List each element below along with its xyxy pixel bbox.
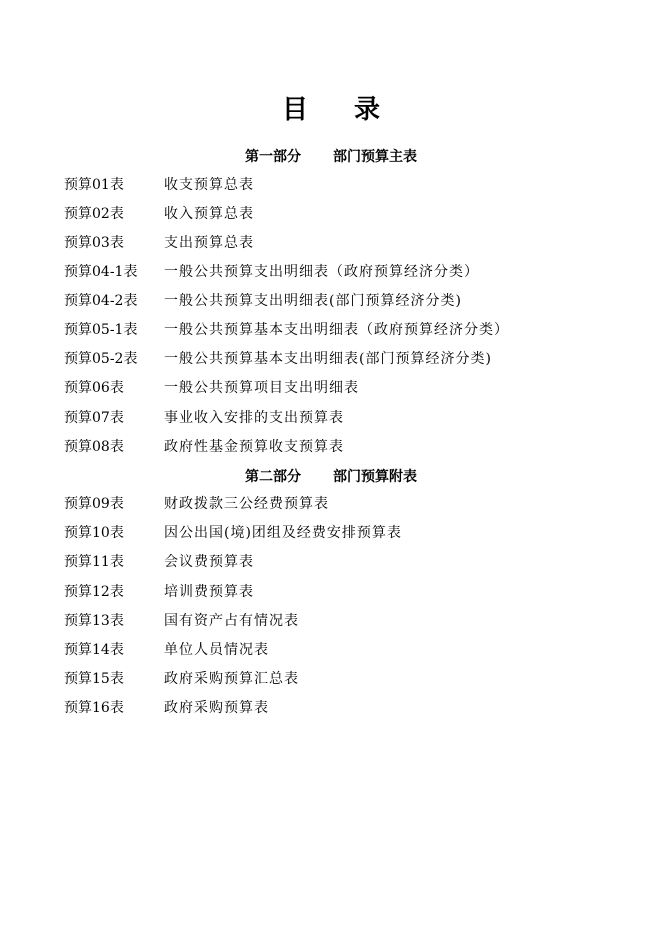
- toc-code: 预算04-1表: [64, 264, 138, 280]
- toc-name: 一般公共预算支出明细表(部门预算经济分类): [164, 293, 462, 309]
- toc-code: 预算16表: [64, 700, 124, 716]
- section-heading-part1: [0, 147, 662, 167]
- toc-code: 预算05-1表: [64, 322, 138, 338]
- toc-name: 因公出国(境)团组及经费安排预算表: [164, 525, 402, 541]
- toc-name: 一般公共预算基本支出明细表(部门预算经济分类): [164, 351, 492, 367]
- toc-row: [64, 320, 644, 340]
- toc-name: 事业收入安排的支出预算表: [164, 410, 344, 426]
- toc-code: 预算10表: [64, 525, 124, 541]
- toc-name: 一般公共预算基本支出明细表（政府预算经济分类）: [164, 322, 509, 338]
- toc-code: 预算14表: [64, 642, 124, 658]
- toc-name: 政府采购预算表: [164, 700, 269, 716]
- toc-name: 财政拨款三公经费预算表: [164, 496, 329, 512]
- toc-name: 一般公共预算支出明细表（政府预算经济分类）: [164, 264, 479, 280]
- toc-row: [64, 552, 644, 572]
- toc-code: 预算03表: [64, 235, 124, 251]
- toc-row: [64, 523, 644, 543]
- toc-code: 预算15表: [64, 671, 124, 687]
- toc-code: 预算08表: [64, 439, 124, 455]
- section-label: 第二部分: [245, 469, 301, 485]
- toc-row: [64, 698, 644, 718]
- toc-row: [64, 349, 644, 369]
- title-right-char: 录: [354, 95, 381, 125]
- toc-code: 预算02表: [64, 206, 124, 222]
- toc-name: 国有资产占有情况表: [164, 613, 299, 629]
- toc-code: 预算06表: [64, 380, 124, 396]
- section-name: 部门预算附表: [333, 469, 417, 485]
- section-label: 第一部分: [245, 149, 301, 165]
- toc-row: [64, 494, 644, 514]
- toc-code: 预算12表: [64, 584, 124, 600]
- toc-row: [64, 640, 644, 660]
- toc-row: [64, 262, 644, 282]
- page-title: [0, 92, 662, 128]
- toc-name: 一般公共预算项目支出明细表: [164, 380, 359, 396]
- toc-code: 预算13表: [64, 613, 124, 629]
- toc-row: [64, 408, 644, 428]
- toc-code: 预算11表: [64, 554, 124, 570]
- toc-code: 预算04-2表: [64, 293, 138, 309]
- toc-code: 预算01表: [64, 177, 124, 193]
- toc-row: [64, 378, 644, 398]
- toc-name: 会议费预算表: [164, 554, 254, 570]
- toc-row: [64, 204, 644, 224]
- toc-name: 单位人员情况表: [164, 642, 269, 658]
- toc-code: 预算09表: [64, 496, 124, 512]
- toc-row: [64, 669, 644, 689]
- toc-row: [64, 582, 644, 602]
- section-name: 部门预算主表: [333, 149, 417, 165]
- toc-row: [64, 175, 644, 195]
- section-heading-part2: [0, 467, 662, 487]
- toc-name: 政府采购预算汇总表: [164, 671, 299, 687]
- toc-name: 收入预算总表: [164, 206, 254, 222]
- toc-name: 培训费预算表: [164, 584, 254, 600]
- toc-row: [64, 611, 644, 631]
- toc-name: 政府性基金预算收支预算表: [164, 439, 344, 455]
- toc-name: 收支预算总表: [164, 177, 254, 193]
- toc-row: [64, 291, 644, 311]
- toc-code: 预算07表: [64, 410, 124, 426]
- toc-name: 支出预算总表: [164, 235, 254, 251]
- toc-row: [64, 233, 644, 253]
- toc-row: [64, 437, 644, 457]
- title-left-char: 目: [281, 95, 308, 125]
- toc-code: 预算05-2表: [64, 351, 138, 367]
